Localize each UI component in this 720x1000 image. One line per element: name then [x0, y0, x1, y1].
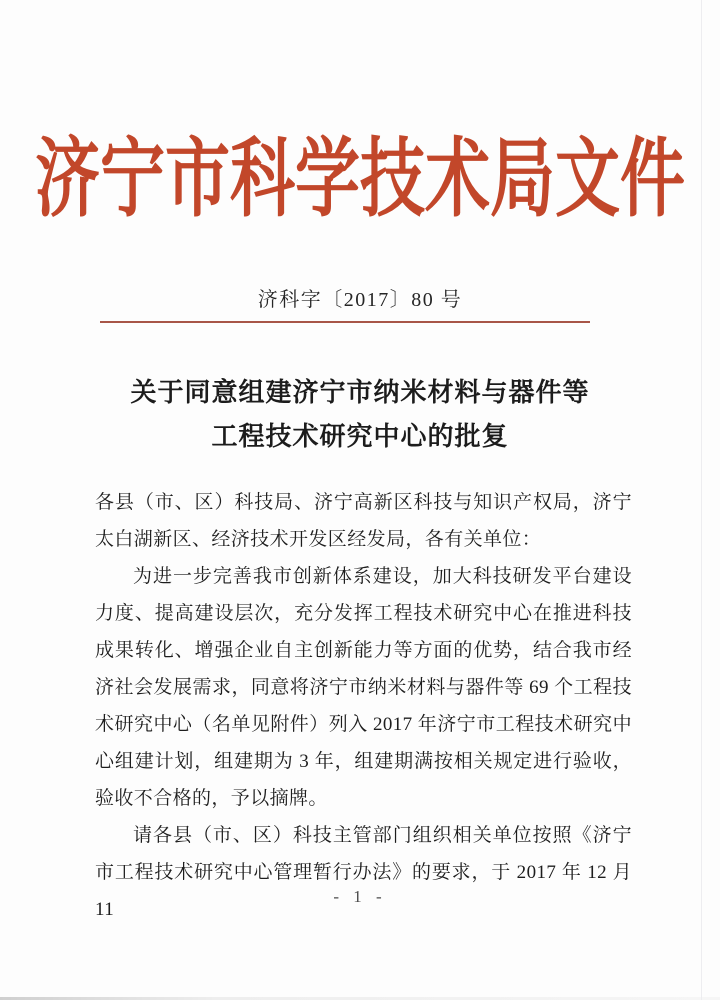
header-divider-line [100, 321, 590, 323]
recipients-line: 各县（市、区）科技局、济宁高新区科技与知识产权局，济宁太白湖新区、经济技术开发区经发局，各有关单位： [95, 492, 632, 550]
document-number: 济科字〔2017〕80 号 [257, 289, 463, 311]
page-number: - 1 - [333, 887, 387, 906]
body-paragraph-2: 请各县（市、区）科技主管部门组织相关单位按照《济宁市工程技术研究中心管理暂行办法》的要求，于 2017 年 12 月 11 [95, 825, 632, 920]
document-title-line2: 工程技术研究中心的批复 [211, 422, 509, 451]
document-title [0, 371, 720, 459]
document-header-title: 济宁市科学技术局文件 [34, 132, 685, 228]
document-body [95, 484, 632, 928]
body-paragraph-1: 为进一步完善我市创新体系建设，加大科技研发平台建设力度、提高建设层次，充分发挥工程技术研究中心在推进科技成果转化、增强企业自主创新能力等方面的优势，结合我市经济社会发展需求，同意将济宁市纳米材料与器件等 69 个工程技术研究中心（名单见附件）列入 2017 年济宁市工程技术研究中心组建计划，组建期为 3 年，组建期满按相关规定进行验收，验收不合格的，予以摘牌。 [95, 566, 632, 809]
document-title-line1: 关于同意组建济宁市纳米材料与器件等 [130, 378, 590, 407]
